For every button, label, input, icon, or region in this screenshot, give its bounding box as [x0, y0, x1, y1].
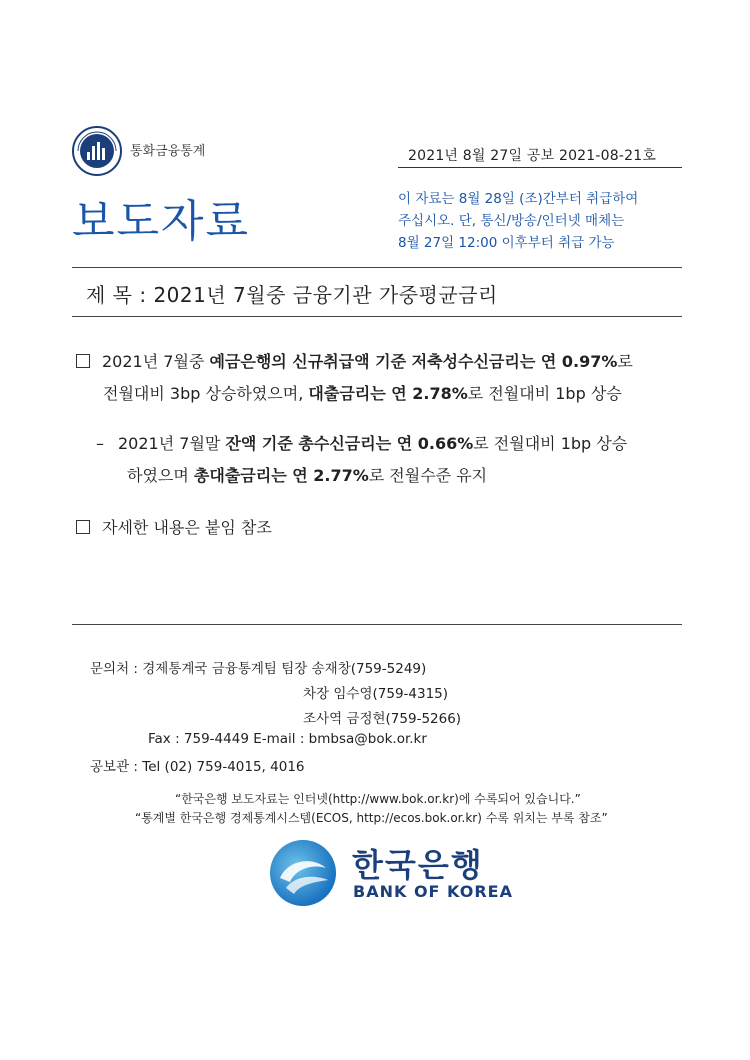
subject-line: 제 목 : 2021년 7월중 금융기관 가중평균금리 [86, 283, 498, 307]
emphasis-text: 잔액 기준 총수신금리는 연 0.66% [225, 434, 474, 453]
text: 로 전월수준 유지 [368, 466, 488, 485]
ecos-note: “통계별 한국은행 경제통계시스템(ECOS, http://ecos.bok.or.kr) 수록 위치는 부록 참조” [135, 811, 608, 825]
agency-label: 통화금융통계 [130, 144, 206, 159]
emphasis-text: 대출금리는 연 2.78% [308, 384, 468, 403]
contact-line: Fax : 759-4449 E-mail : bmbsa@bok.or.kr [148, 731, 427, 747]
bank-of-korea-logo-english: BANK OF KOREA [353, 882, 513, 901]
dash-bullet: – [96, 434, 104, 453]
sub-bullet-paragraph [96, 428, 627, 460]
bank-of-korea-logo-korean: 한국은행 [352, 846, 484, 884]
text: 로 전월대비 1bp 상승 [473, 434, 628, 453]
text: 하였으며 [127, 466, 194, 485]
embargo-line: 주십시오. 단, 통신/방송/인터넷 매체는 [398, 213, 625, 229]
checkbox-bullet-icon [76, 354, 90, 368]
contact-line: 문의처 : 경제통계국 금융통계팀 팀장 송재창(759-5249) [90, 661, 427, 677]
bullet-paragraph [76, 346, 633, 378]
embargo-line: 8월 27일 12:00 이후부터 취급 가능 [398, 235, 615, 251]
embargo-notice [398, 188, 688, 254]
text: 로 전월대비 1bp 상승 [467, 384, 622, 403]
statistics-emblem-icon [72, 126, 122, 176]
bullet-paragraph [76, 512, 272, 544]
emphasis-text: 예금은행의 신규취급액 기준 저축성수신금리는 연 0.97% [209, 352, 618, 371]
divider [72, 624, 682, 625]
contact-line: 조사역 금정현(759-5266) [303, 711, 462, 727]
text: 자세한 내용은 붙임 참조 [102, 518, 272, 537]
text: 2021년 7월중 [102, 352, 210, 371]
contact-line: 공보관 : Tel (02) 759-4015, 4016 [90, 759, 305, 775]
contact-line: 차장 임수영(759-4315) [303, 686, 449, 702]
press-release-title: 보도자료 [72, 196, 251, 247]
emphasis-text: 총대출금리는 연 2.77% [193, 466, 369, 485]
sub-bullet-paragraph-continued [127, 460, 487, 492]
divider [398, 167, 682, 168]
bank-of-korea-emblem-icon [268, 838, 338, 908]
text: 전월대비 3bp 상승하였으며, [103, 384, 309, 403]
embargo-line: 이 자료는 8월 28일 (조)간부터 취급하여 [398, 191, 639, 207]
release-date-line: 2021년 8월 27일 공보 2021-08-21호 [408, 148, 657, 164]
text: 2021년 7월말 [118, 434, 226, 453]
text: 로 [617, 352, 633, 371]
divider [72, 267, 682, 268]
bullet-paragraph-continued [103, 378, 622, 410]
checkbox-bullet-icon [76, 520, 90, 534]
divider [72, 316, 682, 317]
website-note: “한국은행 보도자료는 인터넷(http://www.bok.or.kr)에 수록되어 있습니다.” [175, 792, 581, 806]
